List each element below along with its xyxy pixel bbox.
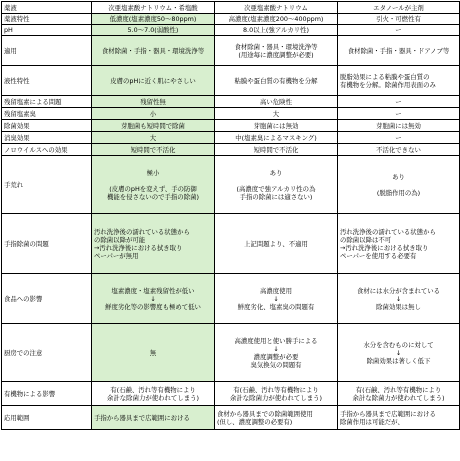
row-label: 有機物による影響 bbox=[2, 382, 92, 406]
cell-sodium-hypochlorite bbox=[215, 144, 338, 156]
cell-line: ↓ bbox=[395, 348, 402, 357]
cell-line: 手指から器具まで広範囲における bbox=[94, 413, 190, 422]
cell-line: の除菌以降が可能 bbox=[94, 235, 146, 244]
row-label: 応用範囲 bbox=[2, 406, 92, 430]
cell-hypochlorous-acid bbox=[92, 36, 215, 66]
table-row bbox=[2, 36, 460, 66]
cell-line: 芽胞菌には無効 bbox=[253, 121, 299, 130]
cell-line bbox=[94, 177, 212, 185]
cell-line: 食材から器具までの除菌範囲使用 bbox=[217, 409, 313, 418]
cell-hypochlorous-acid bbox=[92, 96, 215, 108]
cell-line: 脱脂効果による粘膜や蛋白質の bbox=[340, 72, 430, 81]
cell-line: の除菌以降は不可 bbox=[340, 235, 392, 244]
row-label: 厨房での注意 bbox=[2, 324, 92, 382]
cell-sodium-hypochlorite bbox=[215, 132, 338, 144]
table-row bbox=[2, 132, 460, 144]
cell-line: 塩素濃度・塩素残留性が低い bbox=[111, 286, 195, 295]
cell-ethanol bbox=[338, 382, 460, 406]
cell-hypochlorous-acid bbox=[92, 144, 215, 156]
cell-line: 極小 bbox=[146, 168, 160, 177]
cell-line: 汚れ洗浄後の濡れている状態から bbox=[340, 227, 436, 236]
row-label: ノロウイルスへの効果 bbox=[2, 144, 92, 156]
cell-line: 高濃度使用 bbox=[260, 286, 292, 295]
cell-ethanol bbox=[338, 25, 460, 36]
cell-line: 不活化できない bbox=[376, 145, 421, 154]
cell-line: 高い危険性 bbox=[260, 97, 292, 106]
table-row bbox=[2, 156, 460, 214]
cell-line: (用途毎に濃度調整が必要) bbox=[238, 50, 314, 59]
cell-ethanol bbox=[338, 66, 460, 96]
cell-line: 有(石鹸、汚れ等有機物により bbox=[110, 385, 196, 394]
cell-hypochlorous-acid bbox=[92, 108, 215, 120]
cell-line: 5.0〜7.0(弱酸性) bbox=[127, 26, 179, 34]
cell-line: 食材除菌・手指・器具・環境洗浄等 bbox=[101, 46, 205, 55]
row-label: 食品への影響 bbox=[2, 274, 92, 324]
table-row bbox=[2, 274, 460, 324]
cell-line: 機能を侵さないので手指の除菌) bbox=[107, 192, 199, 201]
row-label: 残留塩素による問題 bbox=[2, 96, 92, 108]
cell-line: 大 bbox=[149, 133, 157, 142]
cell-line: 大 bbox=[272, 109, 280, 118]
cell-sodium-hypochlorite bbox=[215, 406, 338, 430]
cell-ethanol bbox=[338, 156, 460, 214]
cell-hypochlorous-acid bbox=[92, 120, 215, 132]
cell-line: 8.0以上(強アルカリ性) bbox=[242, 26, 310, 34]
header-cell-hypochlorous-acid: 次亜塩素酸ナトリウム・希塩酸 bbox=[92, 2, 215, 14]
cell-line bbox=[340, 181, 457, 189]
cell-line: 高濃度(塩素濃度200〜400ppm) bbox=[228, 15, 324, 23]
cell-hypochlorous-acid bbox=[92, 382, 215, 406]
cell-line: ペーパーが無用 bbox=[94, 251, 139, 260]
cell-hypochlorous-acid bbox=[92, 156, 215, 214]
cell-line: ー bbox=[395, 109, 402, 118]
cell-line: 芽胞菌には無効 bbox=[376, 121, 421, 130]
cell-sodium-hypochlorite bbox=[215, 382, 338, 406]
cell-line: あり bbox=[269, 168, 283, 177]
cell-line: 食材除菌・器具・環境洗浄等 bbox=[234, 42, 318, 51]
cell-sodium-hypochlorite bbox=[215, 274, 338, 324]
table-row bbox=[2, 66, 460, 96]
cell-ethanol bbox=[338, 274, 460, 324]
cell-ethanol bbox=[338, 96, 460, 108]
cell-line: 臭気換気の問題有 bbox=[250, 360, 302, 369]
cell-sodium-hypochlorite bbox=[215, 156, 338, 214]
cell-sodium-hypochlorite bbox=[215, 108, 338, 120]
cell-line: ↓ bbox=[273, 344, 279, 353]
cell-line: 無 bbox=[149, 348, 157, 357]
cell-line: 有(石鹸、汚れ等有機物により bbox=[355, 385, 442, 394]
cell-hypochlorous-acid bbox=[92, 406, 215, 430]
cell-line: 中(塩素臭によるマスキング) bbox=[235, 133, 317, 142]
cell-line: 短時間で不活化 bbox=[253, 145, 299, 154]
table-row bbox=[2, 120, 460, 132]
row-label: 液性特性 bbox=[2, 66, 92, 96]
cell-line: 芽胞菌も短時間で除菌 bbox=[121, 121, 185, 130]
cell-hypochlorous-acid bbox=[92, 66, 215, 96]
cell-hypochlorous-acid bbox=[92, 324, 215, 382]
cell-line: ↓ bbox=[273, 294, 279, 303]
comparison-table bbox=[1, 1, 460, 430]
cell-sodium-hypochlorite bbox=[215, 66, 338, 96]
cell-line: 小 bbox=[149, 109, 157, 118]
cell-line: 鮮度劣化、塩素臭の問題有 bbox=[237, 302, 315, 311]
cell-line: ペーパーを使用する必要有 bbox=[340, 251, 417, 260]
cell-ethanol bbox=[338, 406, 460, 430]
table-row bbox=[2, 108, 460, 120]
row-label: 除菌効果 bbox=[2, 120, 92, 132]
table-row bbox=[2, 382, 460, 406]
cell-ethanol bbox=[338, 144, 460, 156]
header-cell-sodium-hypochlorite: 次亜塩素酸ナトリウム bbox=[215, 2, 338, 14]
cell-sodium-hypochlorite bbox=[215, 120, 338, 132]
cell-sodium-hypochlorite bbox=[215, 36, 338, 66]
cell-line: ↓ bbox=[150, 294, 156, 303]
cell-line: 除菌作用は可能だが、 bbox=[340, 417, 404, 426]
cell-line: (脱脂作用の為) bbox=[376, 188, 421, 197]
cell-line: ー bbox=[395, 97, 402, 106]
cell-hypochlorous-acid bbox=[92, 132, 215, 144]
cell-ethanol bbox=[338, 108, 460, 120]
cell-line: 余計な除菌力が使われてしまう) bbox=[107, 393, 199, 402]
row-label: 手荒れ bbox=[2, 156, 92, 214]
cell-line: 皮膚のpHに近く肌にやさしい bbox=[110, 76, 196, 85]
cell-line: 水分を含むものに対して bbox=[363, 340, 434, 349]
cell-line: 残留性無 bbox=[140, 97, 166, 106]
row-label: 手指除菌の問題 bbox=[2, 214, 92, 274]
cell-line: 食材除菌・手指・器具・ドアノブ等 bbox=[347, 46, 450, 55]
header-cell-label: 薬液 bbox=[2, 2, 92, 14]
table-row bbox=[2, 14, 460, 25]
cell-ethanol bbox=[338, 214, 460, 274]
header-cell-ethanol: エタノールが主剤 bbox=[338, 2, 460, 14]
table-row bbox=[2, 214, 460, 274]
cell-line: 高濃度使用と使い勝手による bbox=[234, 336, 318, 345]
table-row bbox=[2, 25, 460, 36]
cell-line: 手指の除菌には適さない) bbox=[239, 192, 313, 201]
cell-ethanol bbox=[338, 14, 460, 25]
row-label: 適用 bbox=[2, 36, 92, 66]
row-label: 残留塩素臭 bbox=[2, 108, 92, 120]
cell-hypochlorous-acid bbox=[92, 274, 215, 324]
cell-line: (但し、濃度調整の必要有) bbox=[217, 417, 293, 426]
cell-line: 余計な除菌力が使われてしまう) bbox=[230, 393, 322, 402]
cell-line: 手指から器具まで広範囲における bbox=[340, 409, 436, 418]
row-label: 消臭効果 bbox=[2, 132, 92, 144]
cell-line bbox=[217, 177, 335, 185]
cell-line: 汚れ洗浄後の濡れている状態から bbox=[94, 227, 190, 236]
table-row bbox=[2, 324, 460, 382]
cell-sodium-hypochlorite bbox=[215, 25, 338, 36]
cell-line: (皮膚のpHを変えず、手の防御 bbox=[109, 184, 197, 193]
cell-ethanol bbox=[338, 36, 460, 66]
cell-line: 除菌効果は無し bbox=[376, 302, 421, 311]
table-row bbox=[2, 96, 460, 108]
cell-line: ー bbox=[395, 26, 402, 34]
cell-line: ↓ bbox=[395, 294, 402, 303]
cell-line: →汚れ洗浄後における拭き取り bbox=[340, 243, 429, 252]
cell-hypochlorous-acid bbox=[92, 14, 215, 25]
cell-hypochlorous-acid bbox=[92, 214, 215, 274]
cell-sodium-hypochlorite bbox=[215, 96, 338, 108]
row-label: 薬液特性 bbox=[2, 14, 92, 25]
cell-line: 有(石鹸、汚れ等有機物により bbox=[233, 385, 319, 394]
cell-hypochlorous-acid bbox=[92, 25, 215, 36]
cell-ethanol bbox=[338, 324, 460, 382]
cell-sodium-hypochlorite bbox=[215, 324, 338, 382]
table-row bbox=[2, 144, 460, 156]
cell-line: 濃度調整が必要 bbox=[253, 352, 299, 361]
cell-sodium-hypochlorite bbox=[215, 214, 338, 274]
cell-line: 鮮度劣化等の影響度も極めて低い bbox=[105, 302, 201, 311]
cell-line: 除菌効果は著しく低下 bbox=[366, 356, 431, 365]
cell-line: 上記問題より、不適用 bbox=[244, 239, 308, 248]
cell-line: 引火・可燃性有 bbox=[376, 15, 421, 23]
table-body bbox=[2, 14, 460, 430]
cell-line: あり bbox=[392, 172, 405, 181]
header-row bbox=[2, 2, 460, 14]
cell-line: 短時間で不活化 bbox=[130, 145, 176, 154]
cell-ethanol bbox=[338, 132, 460, 144]
cell-line: →汚れ洗浄後における拭き取り bbox=[94, 243, 183, 252]
row-label: pH bbox=[2, 25, 92, 36]
cell-line: 食材には水分が含まれている bbox=[356, 286, 441, 295]
cell-line: 有機物を分解。除菌作用表面のみ bbox=[340, 80, 436, 89]
cell-line: (高濃度で強アルカリ性の為 bbox=[236, 184, 316, 193]
cell-line: 余計な除菌力が使われてしまう) bbox=[352, 393, 445, 402]
cell-line: ー bbox=[395, 133, 402, 142]
cell-sodium-hypochlorite bbox=[215, 14, 338, 25]
table-row bbox=[2, 406, 460, 430]
cell-line: 粘膜や蛋白質の有機物を分解 bbox=[234, 76, 318, 85]
cell-line: 低濃度(塩素濃度50〜80ppm) bbox=[109, 15, 197, 23]
cell-ethanol bbox=[338, 120, 460, 132]
